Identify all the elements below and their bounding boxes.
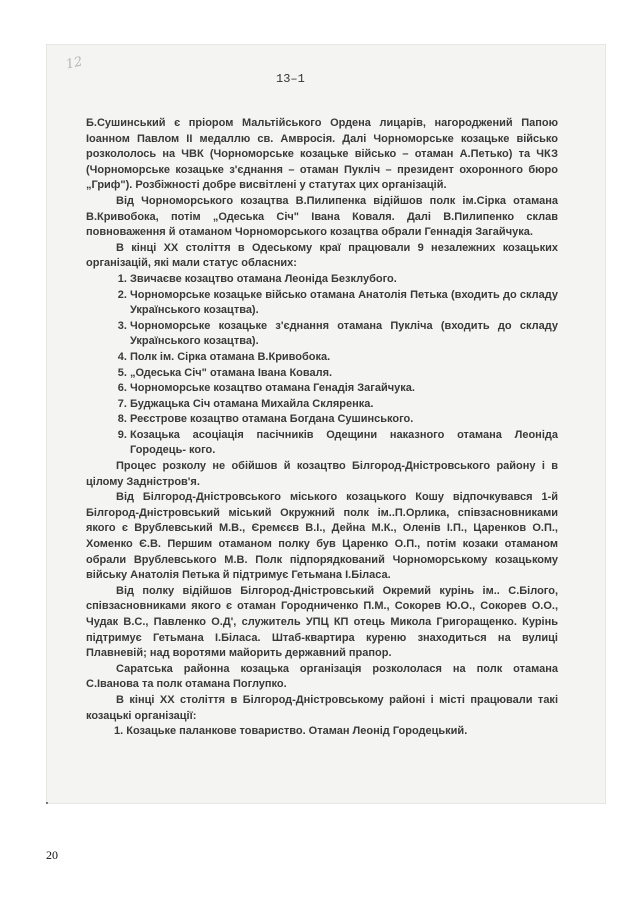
paragraph: Від полку відійшов Білгород-Дністровський Окремий курінь ім.. С.Білого, співзасновниками якого є отаман Городниченко П.М., Сокорев Ю.О., Сокорев О.О., Чудак В.С., Павленко О.Д', служитель УПЦ КП отець Микола Григоращенко. Курінь підтримує Гетьмана І.Біласа. Штаб-квартира куреню знаходиться на вулиці Плавневій; над воротями майорить державний прапор. <box>86 584 558 660</box>
regional-organizations-list <box>86 272 558 459</box>
paragraph: Від Чорноморського козацтва В.Пилипенка відійшов полк ім.Сірка отамана В.Кривобока, потім „Одеська Січ" Івана Коваля. Далі В.Пилипенко склав повноваження й отаманом Чорноморського козацтва обрали Геннадія Загайчука. <box>86 194 558 239</box>
scan-speck <box>46 802 48 804</box>
paragraph: В кінці ХХ століття в Білгород-Дністровському районі і місті працювали такі козацькі організації: <box>86 693 558 722</box>
document-body <box>86 116 558 740</box>
district-list-item: 1. Козацьке паланкове товариство. Отаман Леонід Городецький. <box>114 725 468 738</box>
list-item: 4. Полк ім. Сірка отамана В.Кривобока. <box>130 350 558 366</box>
list-item: 2. Чорноморське козацьке військо отамана Анатолія Петька (входить до складу Українського козацтва). <box>130 288 558 319</box>
list-item: 6. Чорноморське козацтво отамана Генадія Загайчука. <box>130 381 558 397</box>
list-item: 5. „Одеська Січ" отамана Івана Коваля. <box>130 366 558 382</box>
paragraph: Саратська районна козацька організація розкололася на полк отамана С.Іванова та полк отамана Поглупко. <box>86 662 558 691</box>
paragraph: Від Білгород-Дністровського міського козацького Кошу відпочкувався 1-й Білгород-Дністровський міський Окружний полк ім..П.Орлика, співзасновниками якого є Врублевський М.В., Єремєєв В.І., Дейна М.К., Оленів І.П., Царенков О.П., Хоменко Є.В. Першим отаманом полку був Царенко О.П., потім козаки отаманом обрали Врублевського М.В. Полк підпорядкований Чорноморському козацькому війську Анатолія Петька й підтримує Гетьмана І.Біласа. <box>86 491 558 582</box>
paragraph: В кінці ХХ століття в Одеському краї працювали 9 незалежних козацьких організацій, які мали статус обласних: <box>86 241 558 270</box>
list-item: 7. Буджацька Січ отамана Михайла Скляренка. <box>130 397 558 413</box>
pencil-page-number: 12 <box>64 54 84 73</box>
paragraph: Б.Сушинський є пріором Мальтійського Ордена лицарів, нагороджений Папою Іоанном Павлом ІІ медаллю св. Амвросія. Далі Чорноморське козацьке військо розкололось на ЧВК (Чорноморське козацьке військо – отаман А.Петько) та ЧКЗ (Чорноморське козацьке з'єднання – отаман Пукліч – президент охоронного бюро „Гриф"). Розбіжності добре висвітлені у статутах цих організацій. <box>86 117 558 192</box>
list-item: 1. Звичаєве козацтво отамана Леоніда Безклубого. <box>130 272 558 288</box>
list-item: 8. Реєстрове козацтво отамана Богдана Сушинського. <box>130 412 558 428</box>
footer-page-number: 20 <box>46 848 58 862</box>
list-item: 9. Козацька асоціація пасічників Одещини наказного отамана Леоніда Городець- кого. <box>130 428 558 459</box>
list-item: 3. Чорноморське козацьке з'єднання отамана Пукліча (входить до складу Українського козацтва). <box>130 319 558 350</box>
paragraph: Процес розколу не обійшов й козацтво Білгород-Дністровського району і в цілому Задністров'я. <box>86 460 558 488</box>
scanned-page <box>46 44 606 804</box>
archive-page-number: 13–1 <box>276 72 305 86</box>
